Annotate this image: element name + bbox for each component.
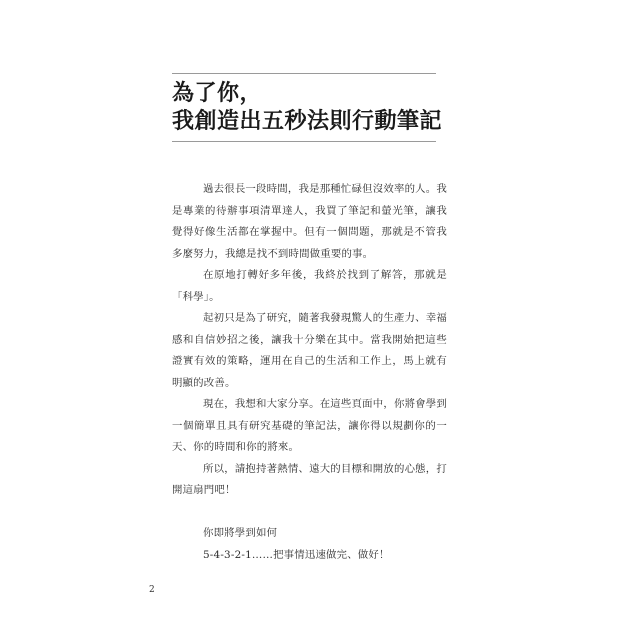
page-number: 2 — [149, 585, 155, 595]
title-line-1: 為了你， — [172, 80, 263, 106]
paragraph-1: 過去很長一段時間，我是那種忙碌但沒效率的人。我是專業的待辦事項清單達人，我買了筆記和螢光筆，讓我覺得好像生活都在掌握中。但有一個問題，那就是不管我多麼努力，我總是找不到時間做重要的事。 — [172, 183, 447, 260]
title-top-rule — [172, 73, 436, 74]
paragraph-3: 起初只是為了研究，隨著我發現驚人的生產力、幸福感和自信妙招之後，讓我十分樂在其中。當我開始把這些證實有效的策略，運用在自己的生活和工作上，馬上就有明顯的改善。 — [172, 312, 447, 389]
page-title — [172, 79, 442, 135]
title-line-2: 我創造出五秒法則行動筆記 — [172, 108, 443, 134]
paragraph-gap — [172, 502, 447, 524]
paragraph-2: 在原地打轉好多年後，我終於找到了解答，那就是「科學」。 — [172, 269, 447, 303]
learn-heading: 你即將學到如何 — [203, 527, 278, 539]
paragraph-4: 現在，我想和大家分享。在這些頁面中，你將會學到一個簡單且具有研究基礎的筆記法，讓你得以規劃你的一天、你的時間和你的將來。 — [172, 398, 447, 453]
paragraph-5: 所以，請抱持著熱情、遠大的目標和開放的心態，打開這扇門吧！ — [172, 462, 447, 496]
body-text — [172, 179, 447, 566]
learn-item: 5-4-3-2-1……把事情迅速做完、做好！ — [203, 548, 390, 561]
title-bottom-rule — [172, 141, 436, 142]
